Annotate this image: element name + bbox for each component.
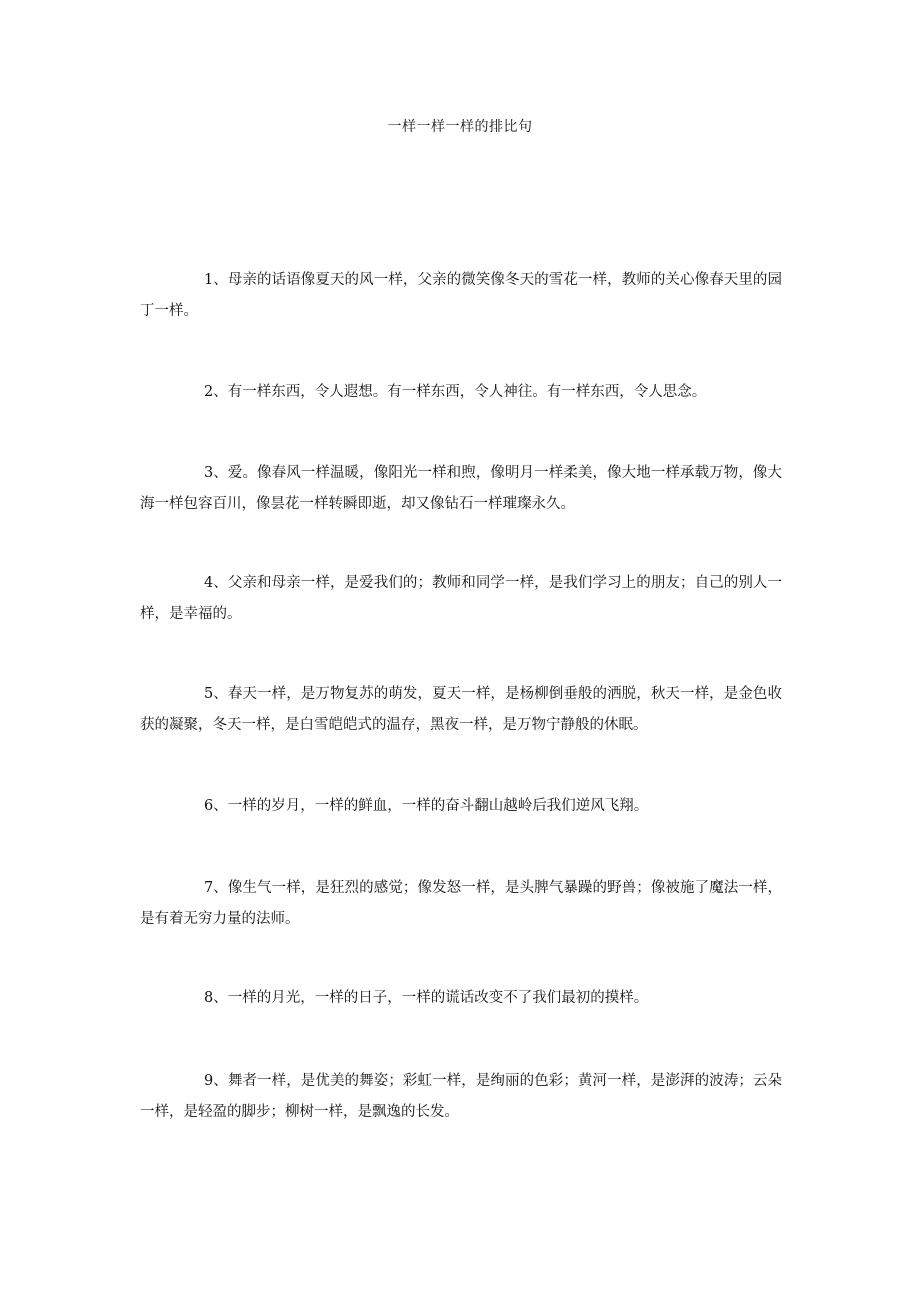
paragraph-4: 4、父亲和母亲一样，是爱我们的；教师和同学一样，是我们学习上的朋友；自己的别人一样，是幸福的。 (140, 575, 782, 622)
paragraph-2: 2、有一样东西，令人遐想。有一样东西，令人神往。有一样东西，令人思念。 (204, 384, 707, 400)
paragraph-6: 6、一样的岁月，一样的鲜血，一样的奋斗翻山越岭后我们逆风飞翔。 (204, 798, 649, 814)
paragraph-9: 9、舞者一样，是优美的舞姿；彩虹一样，是绚丽的色彩；黄河一样，是澎湃的波涛；云朵一样，是轻盈的脚步；柳树一样，是飘逸的长发。 (140, 1073, 782, 1120)
paragraph-3: 3、爱。像春风一样温暖，像阳光一样和煦，像明月一样柔美，像大地一样承载万物，像大海一样包容百川，像昙花一样转瞬即逝，却又像钻石一样璀璨永久。 (140, 465, 782, 512)
page-title: 一样一样一样的排比句 (387, 119, 533, 135)
paragraph-5: 5、春天一样，是万物复苏的萌发，夏天一样，是杨柳倒垂般的洒脱，秋天一样，是金色收获的凝聚，冬天一样，是白雪皑皑式的温存，黑夜一样，是万物宁静般的休眠。 (140, 686, 782, 733)
paragraph-7: 7、像生气一样，是狂烈的感觉；像发怒一样，是头脾气暴躁的野兽；像被施了魔法一样，是有着无穷力量的法师。 (140, 880, 782, 927)
paragraph-8: 8、一样的月光，一样的日子，一样的谎话改变不了我们最初的摸样。 (204, 990, 649, 1006)
paragraph-1: 1、母亲的话语像夏天的风一样，父亲的微笑像冬天的雪花一样，教师的关心像春天里的园丁一样。 (140, 272, 782, 319)
